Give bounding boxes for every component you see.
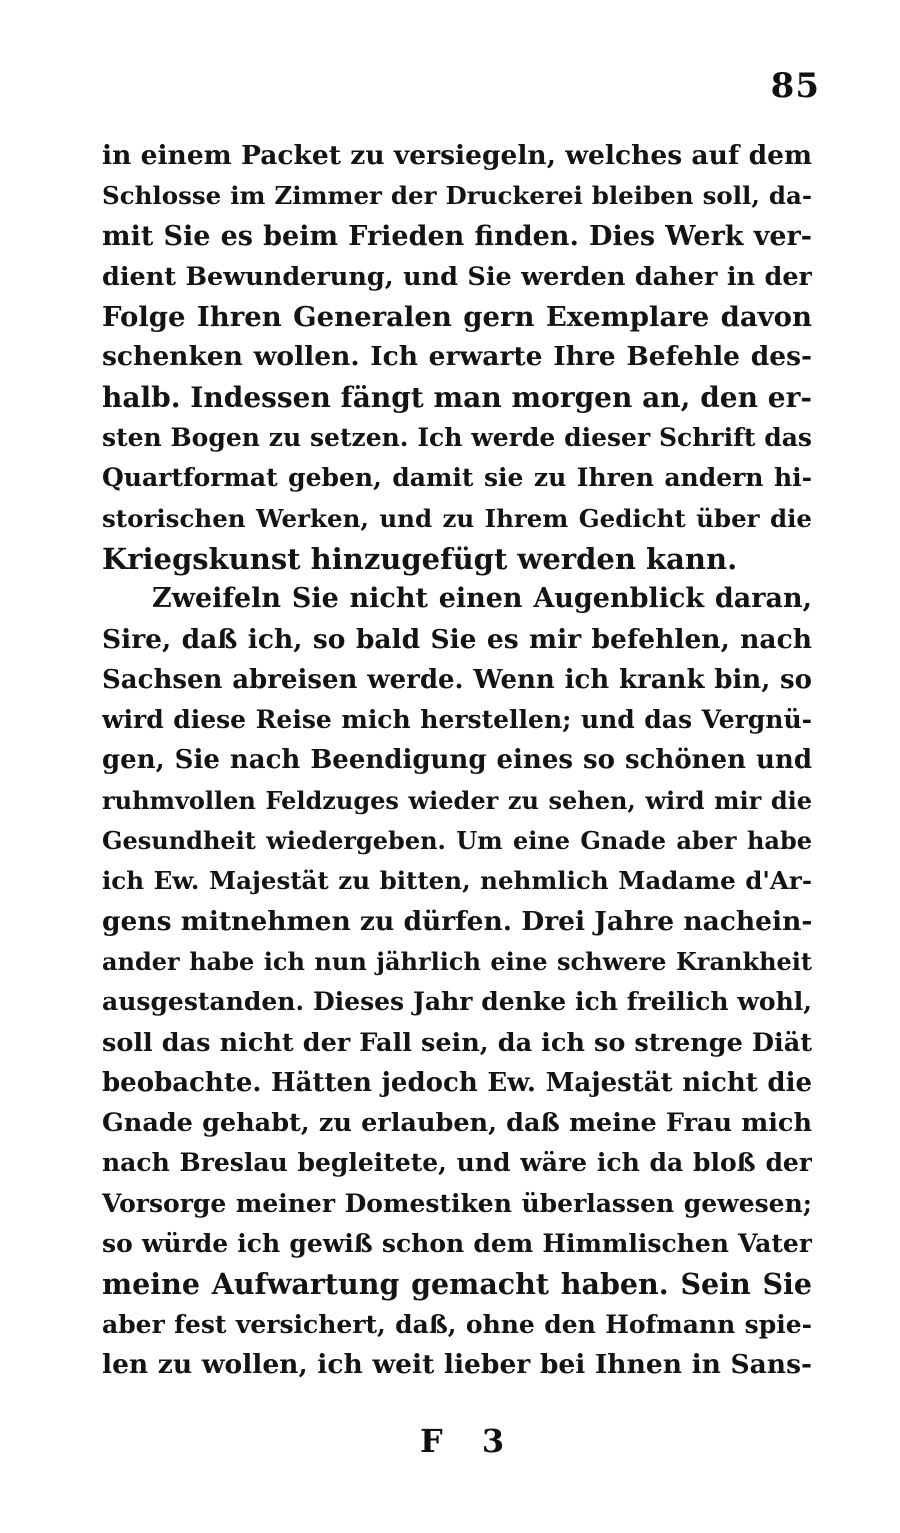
text-line: Vorsorge meiner Domestiken überlassen gewesen; [102,1188,812,1218]
text-line: Gnade gehabt, zu erlauben, daß meine Frau mich [102,1108,812,1139]
text-line: Schlosse im Zimmer der Druckerei bleiben soll, da- [102,181,812,211]
paragraph-2 [102,579,812,1385]
text-line: wird diese Reise mich herstellen; und das Vergnü- [102,705,812,735]
text-line: ich Ew. Majestät zu bitten, nehmlich Madame d'Ar- [102,866,812,896]
text-line: ander habe ich nun jährlich eine schwere Krankheit [102,946,812,976]
text-line: sten Bogen zu setzen. Ich werde dieser Schrift das [102,423,812,453]
text-line: Sire, daß ich, so bald Sie es mir befehlen, nach [102,623,812,655]
text-line: nach Breslau begleitete, und wäre ich da bloß der [102,1148,812,1178]
body-text [102,136,812,1385]
text-line: mit Sie es beim Frieden finden. Dies Werk ver- [102,220,812,252]
text-line: gens mitnehmen zu dürfen. Drei Jahre nachein- [102,905,812,937]
text-line: Gesundheit wiedergeben. Um eine Gnade aber habe [102,826,812,856]
text-line: len zu wollen, ich weit lieber bei Ihnen in Sans- [102,1348,812,1380]
text-line: Sachsen abreisen werde. Wenn ich krank bin, so [102,664,812,695]
text-line: Folge Ihren Generalen gern Exemplare davon [102,301,812,334]
text-line: schenken wollen. Ich erwarte Ihre Befehle des- [102,341,812,373]
text-line: in einem Packet zu versiegeln, welches auf dem [102,140,812,171]
page-number: 85 [770,66,820,106]
text-line: dient Bewunderung, und Sie werden daher in der [102,261,812,292]
text-line: Zweifeln Sie nicht einen Augenblick daran, [152,583,812,615]
text-line: Quartformat geben, damit sie zu Ihren andern hi- [102,463,812,493]
text-line: ruhmvollen Feldzuges wieder zu sehen, wird mir die [102,785,812,815]
text-line: meine Aufwartung gemacht haben. Sein Sie [102,1267,812,1302]
text-line: soll das nicht der Fall sein, da ich so strenge Diät [102,1027,812,1058]
text-line: Kriegskunst hinzugefügt werden kann. [102,541,738,576]
text-line: storischen Werken, und zu Ihrem Gedicht über die [102,503,812,533]
text-line: aber fest versichert, daß, ohne den Hofmann spie- [102,1309,812,1339]
signature-mark: F 3 [420,1422,519,1460]
text-line: gen, Sie nach Beendigung eines so schönen und [102,745,812,776]
text-line: so würde ich gewiß schon dem Himmlischen Vater [102,1229,812,1259]
text-line: halb. Indessen fängt man morgen an, den er- [102,380,812,414]
paragraph-1 [102,136,812,579]
text-line: beobachte. Hätten jedoch Ew. Majestät nicht die [102,1067,812,1098]
text-line: ausgestanden. Dieses Jahr denke ich freilich wohl, [102,987,812,1017]
